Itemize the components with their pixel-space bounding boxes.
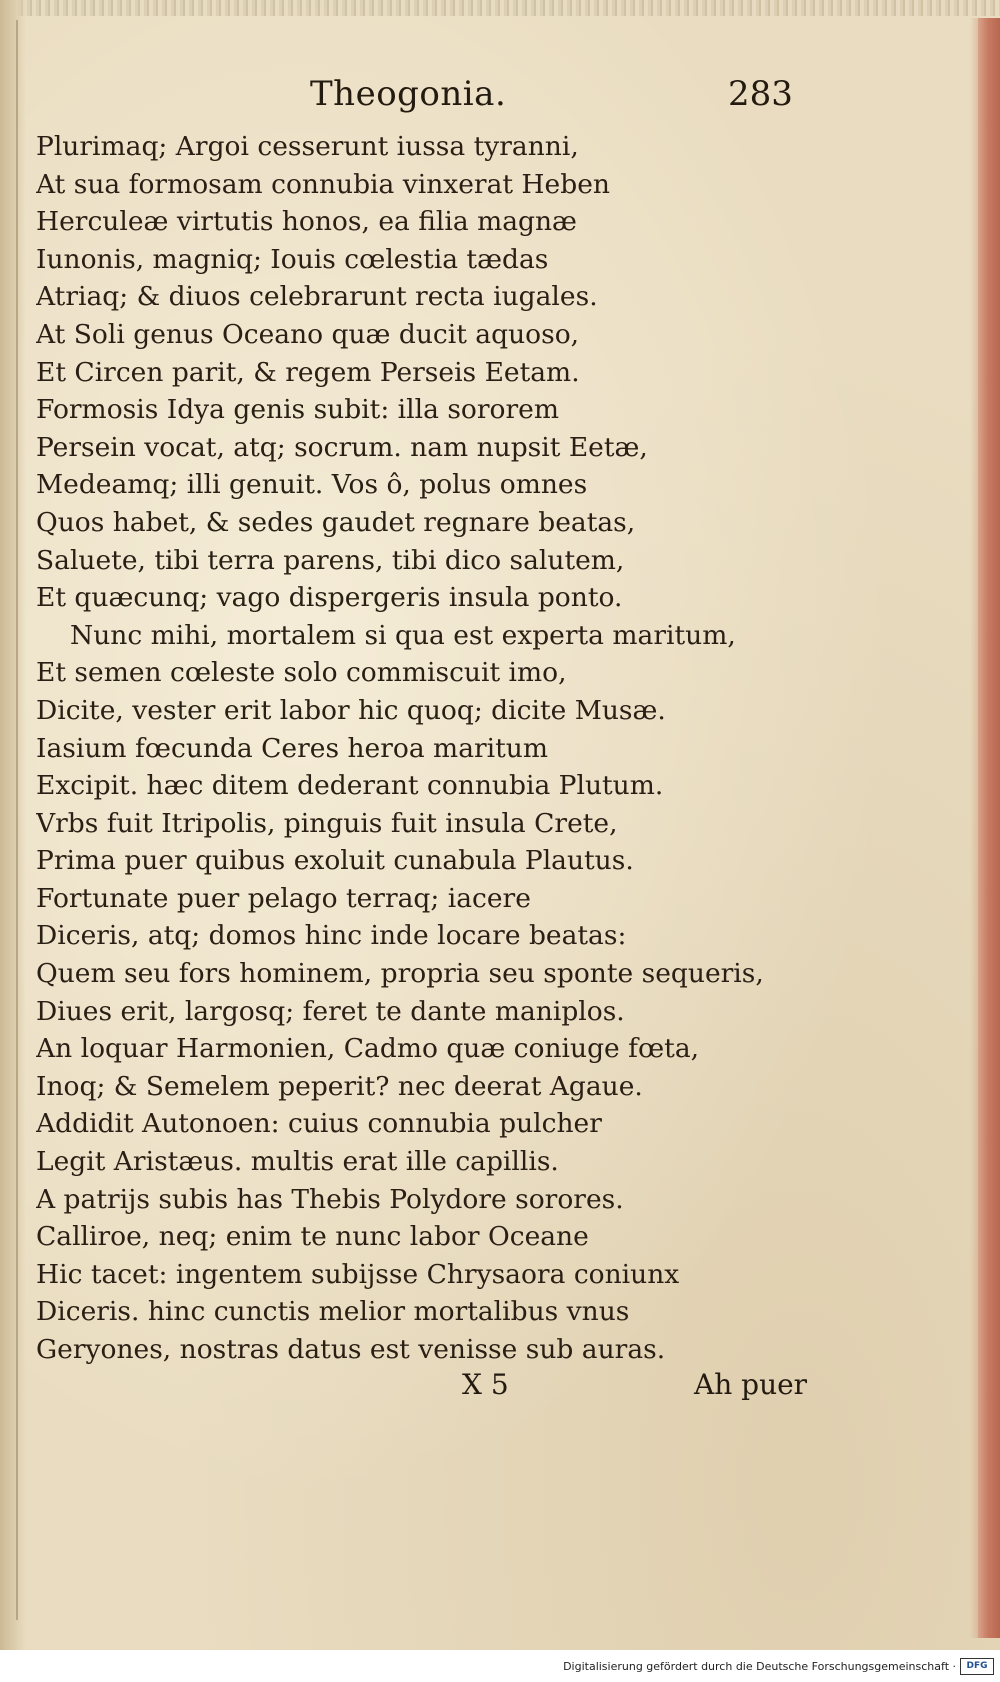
digitization-credit: Digitalisierung gefördert durch die Deutsche Forschungsgemeinschaft · bbox=[563, 1660, 956, 1673]
verse-line: Inoq; & Semelem peperit? nec deerat Agaue. bbox=[36, 1070, 643, 1102]
verse-line: Formosis Idya genis subit: illa sororem bbox=[36, 394, 559, 426]
verse-line: Diceris. hinc cunctis melior mortalibus vnus bbox=[36, 1296, 630, 1328]
verse-line: Calliroe, neq; enim te nunc labor Oceane bbox=[36, 1221, 589, 1253]
verse-block bbox=[36, 128, 816, 1369]
verse-line: Quos habet, & sedes gaudet regnare beatas, bbox=[36, 506, 636, 538]
verse-line: Iasium fœcunda Ceres heroa maritum bbox=[36, 732, 548, 764]
verse-line: Quem seu fors hominem, propria seu sponte sequeris, bbox=[36, 958, 764, 990]
verse-line: Prima puer quibus exoluit cunabula Plautus. bbox=[36, 845, 634, 877]
verse-line: Herculeæ virtutis honos, ea filia magnæ bbox=[36, 206, 577, 238]
verse-line: Hic tacet: ingentem subijsse Chrysaora coniunx bbox=[36, 1258, 680, 1290]
verse-line: Persein vocat, atq; socrum. nam nupsit Eetæ, bbox=[36, 431, 648, 463]
verse-line: Plurimaq; Argoi cesserunt iussa tyranni, bbox=[36, 131, 579, 162]
verse-line: Et semen cœleste solo commiscuit imo, bbox=[36, 657, 567, 689]
page-number: 283 bbox=[728, 74, 793, 114]
gutter-shadow bbox=[0, 0, 26, 1650]
digitization-credit-bar bbox=[0, 1650, 1000, 1682]
verse-line: Geryones, nostras datus est venisse sub auras. bbox=[36, 1334, 666, 1365]
page-edge-tint bbox=[970, 18, 978, 1638]
page-footer bbox=[36, 1368, 816, 1414]
verse-line: Medeamq; illi genuit. Vos ô, polus omnes bbox=[36, 469, 588, 501]
verse-line: At Soli genus Oceano quæ ducit aquoso, bbox=[36, 318, 580, 350]
page-header bbox=[36, 72, 806, 128]
page-top-edge bbox=[0, 0, 1000, 16]
gutter-line bbox=[16, 20, 18, 1620]
verse-line: At sua formosam connubia vinxerat Heben bbox=[36, 168, 610, 200]
red-page-edge bbox=[978, 18, 1000, 1638]
verse-line: Excipit. hæc ditem dederant connubia Plutum. bbox=[36, 770, 664, 802]
verse-line: Dicite, vester erit labor hic quoq; dicite Musæ. bbox=[36, 694, 666, 726]
running-title: Theogonia. bbox=[310, 74, 507, 114]
verse-line: Saluete, tibi terra parens, tibi dico salutem, bbox=[36, 544, 625, 576]
verse-line: Vrbs fuit Itripolis, pinguis fuit insula Crete, bbox=[36, 807, 618, 839]
verse-line: Et Circen parit, & regem Perseis Eetam. bbox=[36, 356, 580, 388]
verse-line: Iunonis, magniq; Iouis cœlestia tædas bbox=[36, 243, 549, 275]
verse-line: Legit Aristæus. multis erat ille capillis. bbox=[36, 1146, 559, 1178]
verse-line: Et quæcunq; vago dispergeris insula ponto. bbox=[36, 582, 623, 614]
verse-line: An loquar Harmonien, Cadmo quæ coniuge fœta, bbox=[36, 1033, 700, 1065]
verse-line-indented: Nunc mihi, mortalem si qua est experta maritum, bbox=[70, 619, 736, 651]
verse-line: Addidit Autonoen: cuius connubia pulcher bbox=[36, 1108, 602, 1140]
verse-line: Atriaq; & diuos celebrarunt recta iugales. bbox=[36, 281, 598, 313]
verse-line: Diues erit, largosq; feret te dante maniplos. bbox=[36, 995, 625, 1027]
verse-line: A patrijs subis has Thebis Polydore sorores. bbox=[36, 1183, 624, 1215]
verse-line: Fortunate puer pelago terraq; iacere bbox=[36, 882, 531, 914]
verse-line: Diceris, atq; domos hinc inde locare beatas: bbox=[36, 920, 627, 952]
catchword: Ah puer bbox=[694, 1368, 808, 1401]
dfg-logo: DFG bbox=[960, 1658, 994, 1675]
signature-mark: X 5 bbox=[462, 1368, 509, 1401]
